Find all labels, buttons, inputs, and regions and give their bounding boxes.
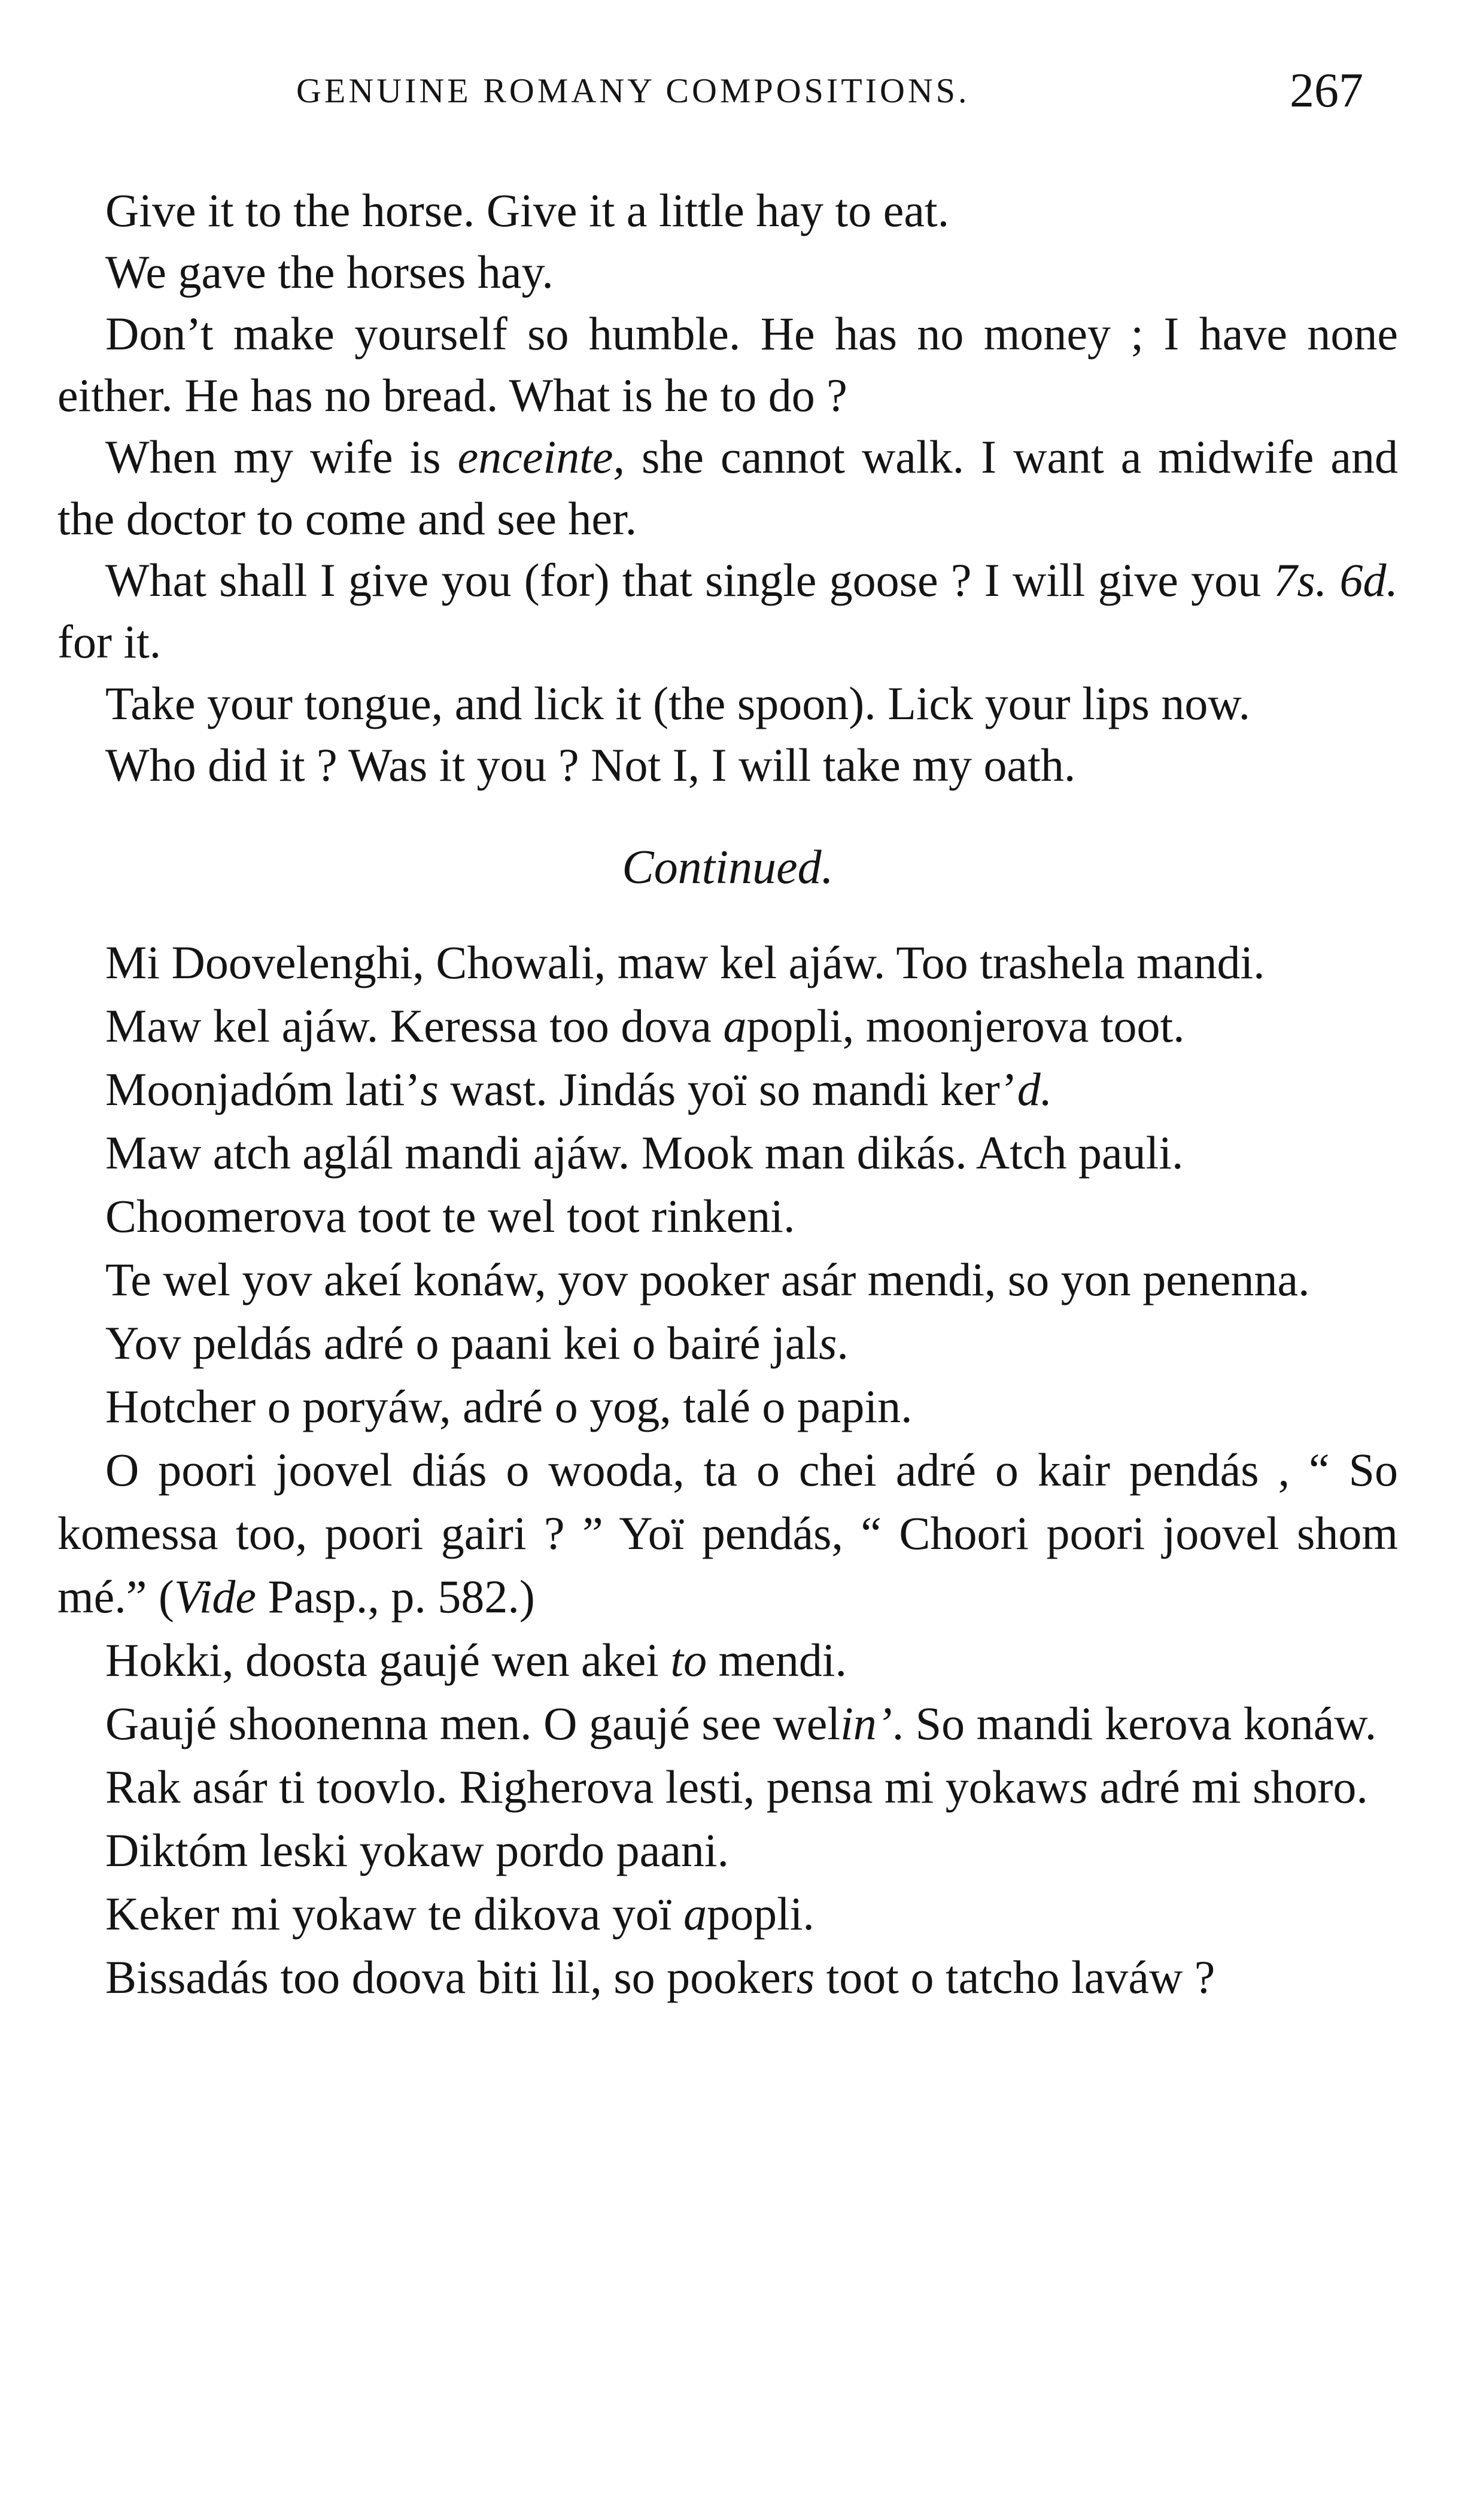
romany-paragraph: Gaujé shoonenna men. O gaujé see welin’. So mandi kerova konáw. bbox=[105, 1697, 1377, 1749]
romany-paragraph: Diktóm leski yokaw pordo paani. bbox=[105, 1824, 729, 1876]
page-number: 267 bbox=[1290, 63, 1363, 117]
running-title: GENUINE ROMANY COMPOSITIONS. bbox=[296, 71, 970, 110]
romany-paragraph: Choomerova toot te wel toot rinkeni. bbox=[105, 1190, 795, 1242]
romany-paragraph: Mi Doovelenghi, Chowali, maw kel ajáw. Too trashela mandi. bbox=[105, 936, 1265, 988]
romany-section bbox=[57, 931, 1398, 2009]
body-text bbox=[57, 179, 1398, 2009]
english-paragraph: Give it to the horse. Give it a little hay to eat. bbox=[105, 184, 950, 236]
romany-paragraph: Te wel yov akeí konáw, yov pooker asár mendi, so yon penenna. bbox=[105, 1253, 1310, 1305]
english-paragraph: When my wife is enceinte, she cannot walk. I want a midwife and the doctor to come and see her. bbox=[57, 431, 1399, 544]
english-paragraph: Who did it ? Was it you ? Not I, I will take my oath. bbox=[105, 739, 1076, 791]
romany-paragraph: Maw atch aglál mandi ajáw. Mook man dikás. Atch pauli. bbox=[105, 1127, 1184, 1179]
romany-paragraph: O poori joovel diás o wooda, ta o chei adré o kair pendás , “ So komessa too, poori gairi ? ” Yoï pendás, “ Choori poori joovel shom mé.” (Vide Pasp., p. 582.) bbox=[57, 1444, 1398, 1623]
italic-price: 7s. 6d. bbox=[1273, 554, 1398, 606]
english-paragraph: Don’t make yourself so humble. He has no money ; I have none either. He has no bread. What is he to do ? bbox=[57, 308, 1398, 421]
romany-paragraph: Hokki, doosta gaujé wen akei to mendi. bbox=[105, 1634, 847, 1686]
running-head bbox=[0, 57, 1465, 123]
english-paragraph: What shall I give you (for) that single goose ? I will give you 7s. 6d. for it. bbox=[57, 554, 1398, 668]
romany-paragraph: Moonjadóm lati’s wast. Jindás yoï so mandi ker’d. bbox=[105, 1063, 1053, 1115]
english-paragraph: We gave the horses hay. bbox=[105, 246, 554, 298]
section-heading: Continued. bbox=[622, 841, 834, 894]
romany-paragraph: Yov peldás adré o paani kei o bairé jals. bbox=[105, 1317, 849, 1369]
italic-term: enceinte, bbox=[457, 431, 625, 483]
english-paragraph: Take your tongue, and lick it (the spoon). Lick your lips now. bbox=[105, 677, 1251, 729]
romany-paragraph: Maw kel ajáw. Keressa too dova apopli, moonjerova toot. bbox=[105, 1000, 1185, 1052]
romany-paragraph: Rak asár ti toovlo. Righerova lesti, pensa mi yokaws adré mi shoro. bbox=[105, 1761, 1368, 1813]
romany-paragraph: Hotcher o poryáw, adré o yog, talé o papin. bbox=[105, 1380, 913, 1432]
romany-paragraph: Bissadás too doova biti lil, so pookers toot o tatcho laváw ? bbox=[105, 1951, 1215, 2003]
romany-paragraph: Keker mi yokaw te dikova yoï apopli. bbox=[105, 1888, 814, 1940]
